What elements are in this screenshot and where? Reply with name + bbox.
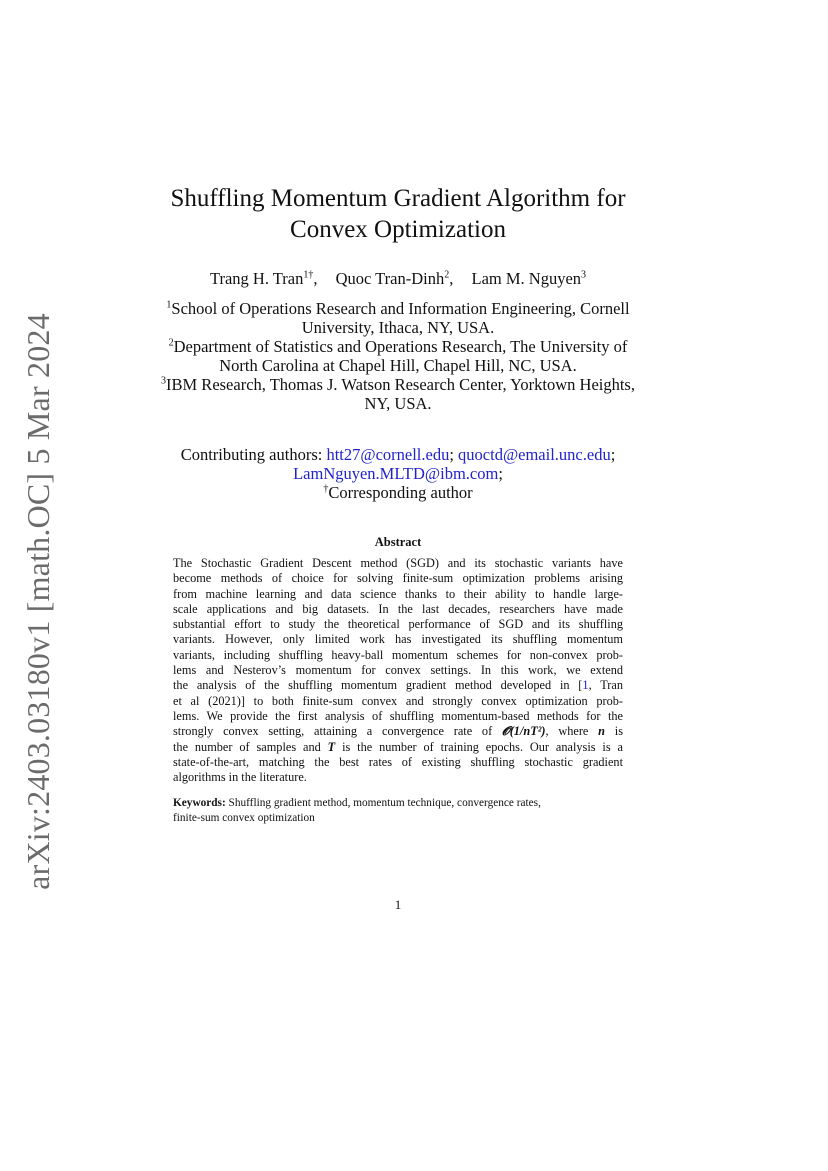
contrib-line-2: LamNguyen.MLTD@ibm.com; [293,464,503,483]
author-name: Lam M. Nguyen [471,269,582,288]
affiliation-3-line-1 [0,375,796,394]
abstract-heading: Abstract [374,535,422,549]
abstract-line: substantial effort to study the theoretical performance of SGD and its shuffling [173,617,623,632]
affiliation-2-line-2: North Carolina at Chapel Hill, Chapel Hill, NC, USA. [219,356,577,375]
abstract-text: , Tran [588,678,623,693]
affiliation-2-line-1 [0,337,796,356]
author-affil-marker: 1† [303,269,314,281]
math-variable-t: T [327,739,336,754]
contrib-line-1: Contributing authors: htt27@cornell.edu; quoctd@email.unc.edu; [180,445,616,464]
contrib-line-3 [0,483,796,502]
affiliation-marker: 1 [166,299,172,311]
math-variable-n: n [598,724,606,739]
abstract-text: the number of samples and [173,739,328,754]
affiliations [0,299,796,413]
affiliation-1-line-1 [0,299,796,318]
abstract-text: is the number of training epochs. Our analysis is a [335,739,623,754]
abstract-line: variants. However, only limited work has investigated its shuffling momentum [173,632,623,647]
abstract-line: become methods of choice for solving finite-sum optimization problems arising [173,571,623,586]
contributing-authors [0,445,796,502]
title-line-2: Convex Optimization [290,216,506,243]
abstract-line: The Stochastic Gradient Descent method (SGD) and its stochastic variants have [173,556,623,570]
abstract-line [173,678,623,693]
corresponding-author-label: Corresponding author [328,483,473,502]
abstract-text: is [605,724,623,739]
keywords [173,796,623,825]
page-number: 1 [394,897,402,912]
author-list [0,268,796,290]
abstract-line: lems. We provide the first analysis of shuffling momentum-based methods for the [173,708,623,723]
arxiv-identifier: arXiv:2403.03180v1 [math.OC] 5 Mar 2024 [19,312,56,890]
affiliation-marker: 2 [168,337,174,349]
abstract-line: et al (2021)] to both finite-sum convex and strongly convex optimization prob- [173,693,623,708]
affiliation-marker: 3 [161,375,167,387]
email-link-1[interactable]: htt27@cornell.edu [326,445,450,464]
author-affil-marker: 2 [444,269,450,281]
convergence-rate-formula: 𝓞(1/nT²) [501,724,546,739]
affiliation-text: School of Operations Research and Information Engineering, Cornell [171,299,630,318]
author-affil-marker: 3 [581,269,587,281]
author-3 [472,269,587,288]
abstract-text: the analysis of the shuffling momentum gradient method developed in [ [173,678,583,693]
keywords-label: Keywords: [173,797,226,809]
abstract-line: scale applications and big datasets. In the last decades, researchers have made [173,601,623,616]
keywords-line-1 [173,796,623,811]
affiliation-text: Department of Statistics and Operations Research, The University of [173,337,628,356]
abstract-line: variants, including shuffling heavy-ball momentum schemes for non-convex prob- [173,647,623,662]
paper-title [0,183,796,245]
abstract-line: from machine learning and data science thanks to their ability to handle large- [173,586,623,601]
abstract-line: lems and Nesterov’s momentum for convex settings. In this work, we extend [173,663,623,678]
affiliation-3-line-2: NY, USA. [364,394,432,413]
abstract-body [173,556,623,785]
author-1 [210,269,318,288]
author-name: Trang H. Tran [209,269,304,288]
keywords-line-2: finite-sum convex optimization [173,811,315,824]
author-separator: , [449,269,454,288]
author-name: Quoc Tran-Dinh [335,269,445,288]
affiliation-1-line-2: University, Ithaca, NY, USA. [301,318,495,337]
abstract-line [173,740,623,755]
abstract-line [173,724,623,739]
author-separator: , [313,269,318,288]
abstract-text: , where [545,724,599,739]
email-link-2[interactable]: quoctd@email.unc.edu [458,445,611,464]
dagger-marker: † [323,483,329,495]
citation-link[interactable]: 1 [582,678,589,693]
contrib-label: Contributing authors: [180,445,323,464]
abstract-line: algorithms in the literature. [173,770,307,785]
author-2 [336,269,454,288]
title-line-1: Shuffling Momentum Gradient Algorithm for [170,185,626,212]
abstract-text: strongly convex setting, attaining a convergence rate of [173,724,502,739]
abstract-line: state-of-the-art, matching the best rates of existing shuffling stochastic gradient [173,754,623,769]
keywords-text: Shuffling gradient method, momentum technique, convergence rates, [225,797,541,809]
email-link-3[interactable]: LamNguyen.MLTD@ibm.com [293,464,499,483]
affiliation-text: IBM Research, Thomas J. Watson Research Center, Yorktown Heights, [166,375,635,394]
arxiv-sidebar [19,312,56,890]
